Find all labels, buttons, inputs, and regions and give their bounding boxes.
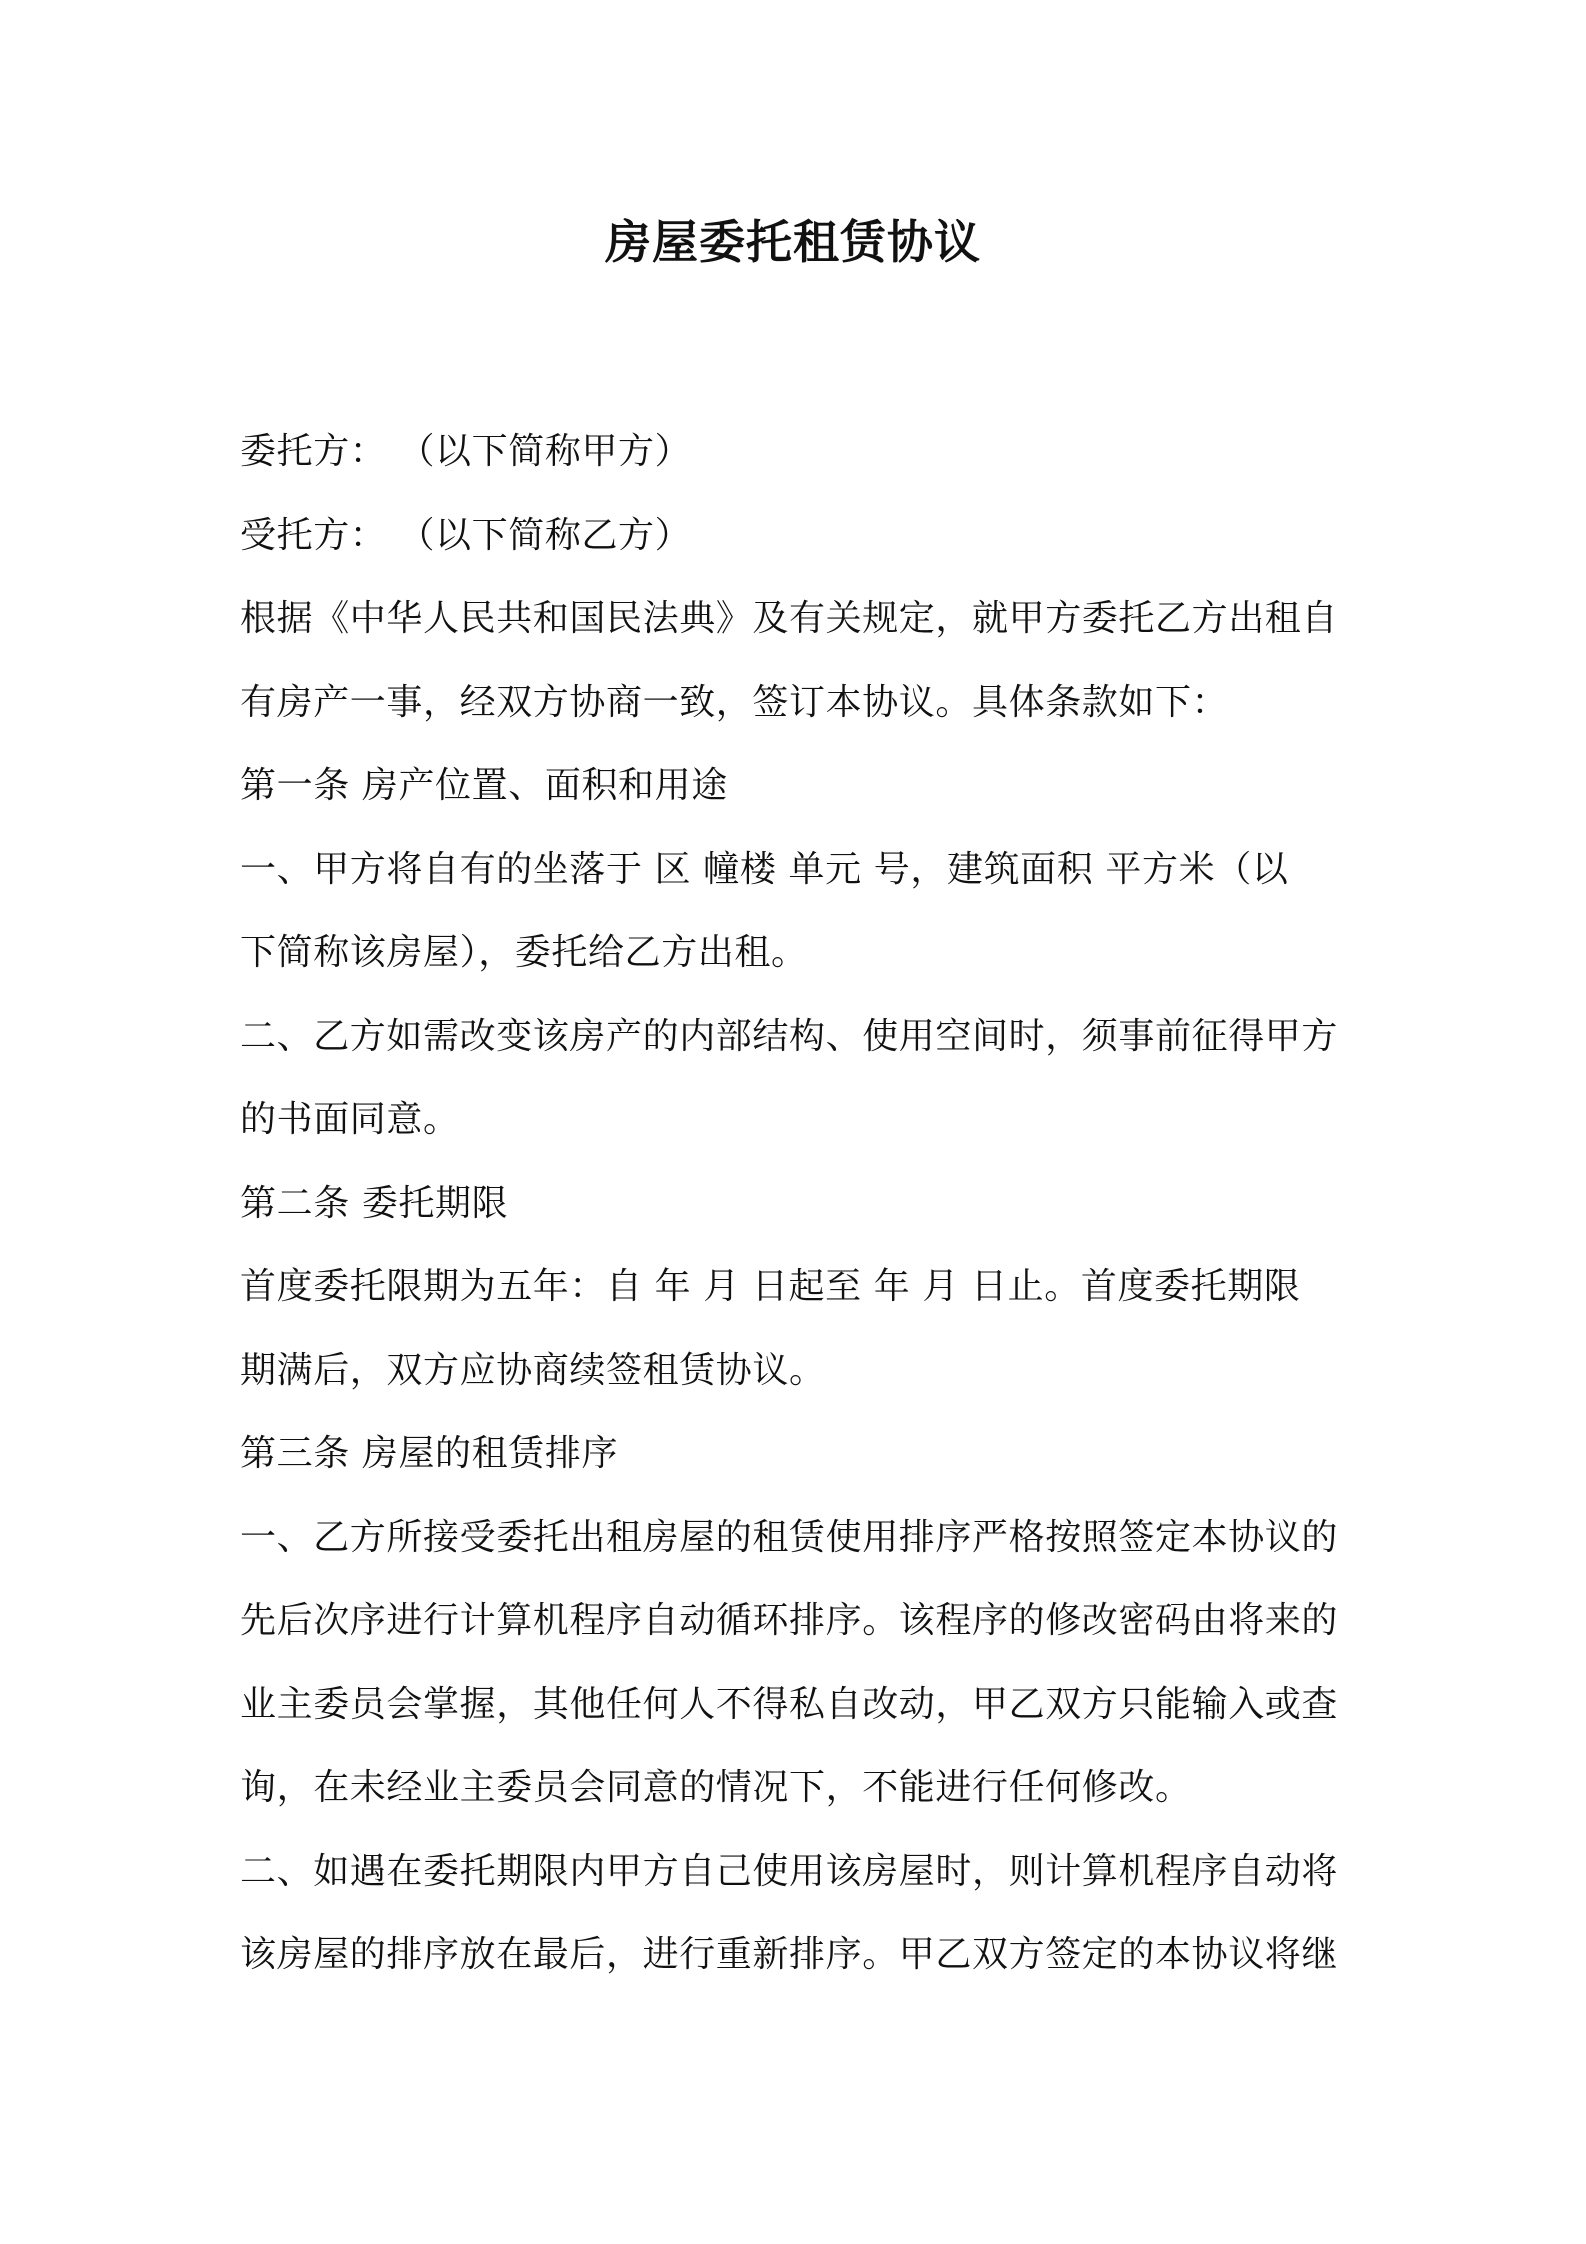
section-heading: 第三条 房屋的租赁排序 (240, 1433, 619, 1474)
text-line: 首度委托限期为五年：自 年 月 日起至 年 月 日止。首度委托期限 (240, 1266, 1301, 1307)
section-heading: 第二条 委托期限 (240, 1182, 509, 1224)
text-line: 根据《中华人民共和国民法典》及有关规定，就甲方委托乙方出租自 (240, 598, 1339, 639)
document-title: 房屋委托租赁协议 (605, 215, 981, 269)
text-line: 有房产一事，经双方协商一致，签订本协议。具体条款如下： (240, 681, 1229, 723)
text-line: 先后次序进行计算机程序自动循环排序。该程序的修改密码由将来的 (240, 1600, 1339, 1641)
document-body (240, 410, 1360, 1997)
text-line: 二、如遇在委托期限内甲方自己使用该房屋时，则计算机程序自动将 (240, 1850, 1339, 1892)
text-line: 一、甲方将自有的坐落于 区 幢楼 单元 号，建筑面积 平方米（以 (240, 848, 1289, 890)
text-line: 下简称该房屋），委托给乙方出租。 (240, 932, 808, 973)
text-line: 二、乙方如需改变该房产的内部结构、使用空间时，须事前征得甲方 (240, 1015, 1339, 1057)
text-line: 的书面同意。 (240, 1099, 460, 1140)
text-line: 一、乙方所接受委托出租房屋的租赁使用排序严格按照签定本协议的 (240, 1516, 1339, 1558)
section-heading: 第一条 房产位置、面积和用途 (240, 765, 728, 806)
text-line: 该房屋的排序放在最后，进行重新排序。甲乙双方签定的本协议将继 (240, 1934, 1339, 1975)
text-line: 询，在未经业主委员会同意的情况下，不能进行任何修改。 (240, 1767, 1192, 1808)
text-line: 受托方： （以下简称乙方） (240, 514, 692, 556)
text-line: 委托方： （以下简称甲方） (240, 431, 692, 472)
text-line: 业主委员会掌握，其他任何人不得私自改动，甲乙双方只能输入或查 (240, 1683, 1339, 1725)
text-line: 期满后，双方应协商续签租赁协议。 (240, 1349, 826, 1391)
